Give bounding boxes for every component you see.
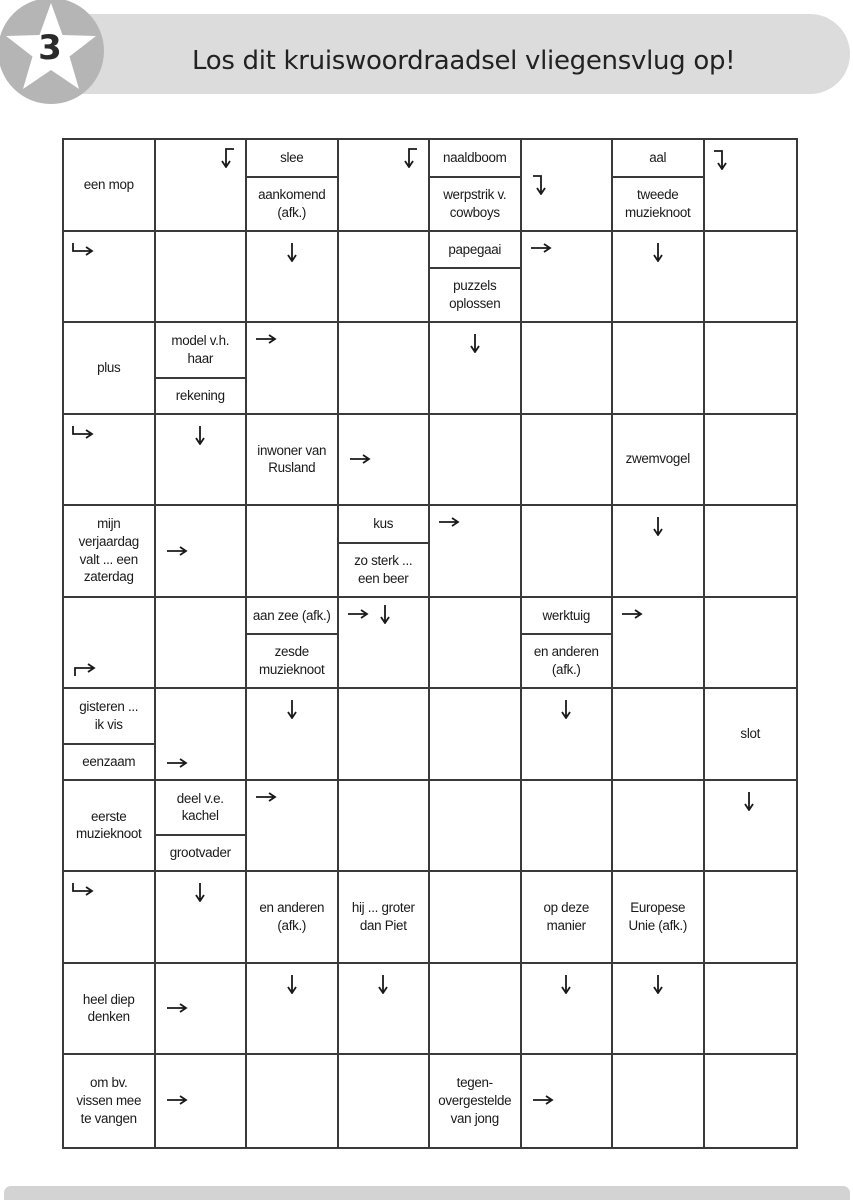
clue-text: zwemvogel	[625, 451, 690, 467]
clue-cell	[247, 872, 339, 964]
header-bar	[60, 14, 850, 94]
grid-cell[interactable]	[705, 506, 797, 598]
grid-cell[interactable]	[522, 232, 614, 324]
clue-cell	[613, 872, 705, 964]
arrow-down-right-icon	[72, 425, 94, 439]
clue-text: zo sterk ... een beer	[339, 542, 429, 596]
grid-cell[interactable]	[247, 964, 339, 1056]
arrow-right-icon	[166, 757, 188, 769]
clue-text: eenzaam	[64, 743, 154, 779]
grid-cell[interactable]	[705, 232, 797, 324]
arrow-down-icon	[560, 699, 572, 719]
grid-cell[interactable]	[430, 964, 522, 1056]
grid-cell[interactable]	[613, 598, 705, 690]
grid-cell[interactable]	[156, 415, 248, 507]
grid-cell[interactable]	[156, 598, 248, 690]
clue-text: heel diep denken	[82, 991, 135, 1025]
clue-text: aan zee (afk.)	[252, 607, 331, 623]
clue-text: slee	[280, 150, 304, 166]
grid-cell[interactable]	[156, 140, 248, 232]
clue-text: rekening	[156, 377, 246, 413]
grid-cell[interactable]	[522, 689, 614, 781]
clue-text: deel v.e. kachel	[176, 790, 224, 824]
clue-text: werpstrik v. cowboys	[430, 176, 520, 230]
exercise-badge	[0, 0, 104, 104]
grid-cell[interactable]	[339, 689, 431, 781]
grid-cell[interactable]	[247, 506, 339, 598]
clue-text: zesde muzieknoot	[247, 633, 337, 687]
clue-text: om bv. vissen mee te vangen	[76, 1075, 142, 1126]
page-title: Los dit kruiswoordraadsel vliegensvlug op!	[192, 46, 736, 76]
clue-cell	[339, 506, 431, 598]
grid-cell[interactable]	[247, 232, 339, 324]
clue-text: hij ... groter dan Piet	[351, 900, 415, 933]
clue-cell	[64, 781, 156, 873]
arrow-down-icon	[286, 242, 298, 262]
clue-text: kus	[373, 516, 394, 532]
grid-cell[interactable]	[522, 323, 614, 415]
clue-cell	[247, 415, 339, 507]
clue-text: gisteren ... ik vis	[79, 699, 139, 732]
grid-cell[interactable]	[430, 598, 522, 690]
arrow-down-icon	[286, 974, 298, 994]
grid-cell[interactable]	[522, 140, 614, 232]
clue-cell	[613, 415, 705, 507]
grid-cell[interactable]	[613, 506, 705, 598]
clue-text: eerste muzieknoot	[76, 808, 142, 842]
grid-cell[interactable]	[339, 1055, 431, 1147]
grid-cell[interactable]	[64, 415, 156, 507]
arrow-down-right-icon	[72, 882, 94, 896]
clue-text: aankomend (afk.)	[247, 176, 337, 230]
grid-cell[interactable]	[430, 872, 522, 964]
grid-cell[interactable]	[613, 1055, 705, 1147]
grid-cell[interactable]	[339, 415, 431, 507]
arrow-right-icon	[166, 1094, 188, 1106]
arrow-down-icon	[286, 699, 298, 719]
grid-cell[interactable]	[705, 781, 797, 873]
crossword-grid	[62, 138, 798, 1149]
clue-text: op deze manier	[543, 900, 590, 933]
grid-cell[interactable]	[613, 689, 705, 781]
clue-text: grootvader	[156, 834, 246, 870]
grid-cell[interactable]	[430, 781, 522, 873]
clue-text: tweede muzieknoot	[613, 176, 703, 230]
grid-cell[interactable]	[430, 506, 522, 598]
arrow-down-icon	[743, 791, 755, 811]
exercise-number: 3	[38, 28, 62, 68]
clue-cell	[64, 964, 156, 1056]
grid-cell[interactable]	[156, 232, 248, 324]
clue-text: naaldboom	[442, 150, 507, 166]
arrow-right-icon	[255, 333, 277, 345]
clue-cell	[522, 598, 614, 690]
arrow-right-icon	[349, 453, 371, 465]
grid-cell[interactable]	[705, 140, 797, 232]
grid-cell[interactable]	[64, 232, 156, 324]
clue-text: papegaai	[448, 241, 502, 257]
clue-text: mijn verjaardag valt ... een zaterdag	[78, 516, 139, 585]
arrow-down-icon	[652, 974, 664, 994]
grid-cell[interactable]	[522, 964, 614, 1056]
clue-cell	[613, 140, 705, 232]
clue-text: en anderen (afk.)	[259, 900, 325, 933]
arrow-up-right-icon	[74, 663, 96, 677]
arrow-right-icon	[347, 608, 369, 620]
grid-cell[interactable]	[339, 598, 431, 690]
grid-cell[interactable]	[705, 598, 797, 690]
grid-cell[interactable]	[705, 872, 797, 964]
clue-cell	[430, 1055, 522, 1147]
arrow-down-icon	[377, 974, 389, 994]
grid-cell[interactable]	[339, 964, 431, 1056]
grid-cell[interactable]	[522, 506, 614, 598]
arrow-down-icon	[560, 974, 572, 994]
grid-cell[interactable]	[339, 781, 431, 873]
grid-cell[interactable]	[247, 689, 339, 781]
clue-cell	[705, 689, 797, 781]
grid-cell[interactable]	[522, 415, 614, 507]
clue-text: puzzels oplossen	[430, 267, 520, 321]
grid-cell[interactable]	[613, 964, 705, 1056]
grid-cell[interactable]	[522, 1055, 614, 1147]
arrow-down-icon	[652, 242, 664, 262]
grid-cell[interactable]	[247, 323, 339, 415]
clue-text: plus	[97, 359, 121, 375]
grid-cell[interactable]	[613, 323, 705, 415]
arrow-right-down-icon	[532, 175, 546, 195]
arrow-right-icon	[530, 242, 552, 254]
arrow-right-icon	[166, 545, 188, 557]
grid-cell[interactable]	[247, 1055, 339, 1147]
clue-text: en anderen (afk.)	[522, 633, 612, 687]
arrow-down-icon	[379, 604, 391, 624]
grid-cell[interactable]	[430, 323, 522, 415]
arrow-down-icon	[194, 425, 206, 445]
arrow-right-icon	[532, 1094, 554, 1106]
clue-cell	[64, 1055, 156, 1147]
arrow-left-down-icon	[404, 148, 418, 168]
arrow-right-icon	[166, 1002, 188, 1014]
clue-text: werktuig	[542, 607, 590, 623]
clue-text: inwoner van Rusland	[257, 442, 327, 476]
grid-cell[interactable]	[522, 781, 614, 873]
grid-cell[interactable]	[705, 964, 797, 1056]
arrow-right-icon	[438, 516, 460, 528]
clue-cell	[64, 506, 156, 598]
clue-text: een mop	[83, 176, 134, 192]
clue-cell	[156, 781, 248, 873]
grid-cell[interactable]	[156, 506, 248, 598]
grid-cell[interactable]	[156, 872, 248, 964]
arrow-down-icon	[469, 333, 481, 353]
clue-cell	[430, 232, 522, 324]
clue-text: Europese Unie (afk.)	[628, 900, 687, 933]
clue-cell	[430, 140, 522, 232]
arrow-right-icon	[621, 608, 643, 620]
arrow-right-down-icon	[713, 150, 727, 170]
arrow-left-down-icon	[221, 148, 235, 168]
grid-cell[interactable]	[64, 872, 156, 964]
grid-cell[interactable]	[613, 232, 705, 324]
grid-cell[interactable]	[430, 689, 522, 781]
arrow-right-icon	[255, 791, 277, 803]
grid-cell[interactable]	[705, 323, 797, 415]
grid-cell[interactable]	[705, 1055, 797, 1147]
grid-cell[interactable]	[64, 598, 156, 690]
clue-text: model v.h. haar	[171, 333, 230, 366]
clue-cell	[64, 323, 156, 415]
grid-cell[interactable]	[705, 415, 797, 507]
arrow-down-icon	[194, 882, 206, 902]
arrow-down-right-icon	[72, 242, 94, 256]
grid-cell[interactable]	[430, 415, 522, 507]
clue-cell	[247, 140, 339, 232]
clue-cell	[64, 689, 156, 781]
grid-cell[interactable]	[156, 964, 248, 1056]
grid-cell[interactable]	[156, 689, 248, 781]
grid-cell[interactable]	[339, 140, 431, 232]
clue-text: slot	[740, 725, 761, 741]
arrow-down-icon	[652, 516, 664, 536]
clue-cell	[64, 140, 156, 232]
grid-cell[interactable]	[613, 781, 705, 873]
grid-cell[interactable]	[339, 232, 431, 324]
clue-cell	[522, 872, 614, 964]
grid-cell[interactable]	[247, 781, 339, 873]
clue-cell	[247, 598, 339, 690]
clue-text: aal	[649, 150, 667, 166]
grid-cell[interactable]	[339, 323, 431, 415]
footer-bar	[4, 1186, 850, 1200]
grid-cell[interactable]	[156, 1055, 248, 1147]
clue-cell	[339, 872, 431, 964]
clue-cell	[156, 323, 248, 415]
clue-text: tegen- overgestelde van jong	[438, 1075, 512, 1126]
